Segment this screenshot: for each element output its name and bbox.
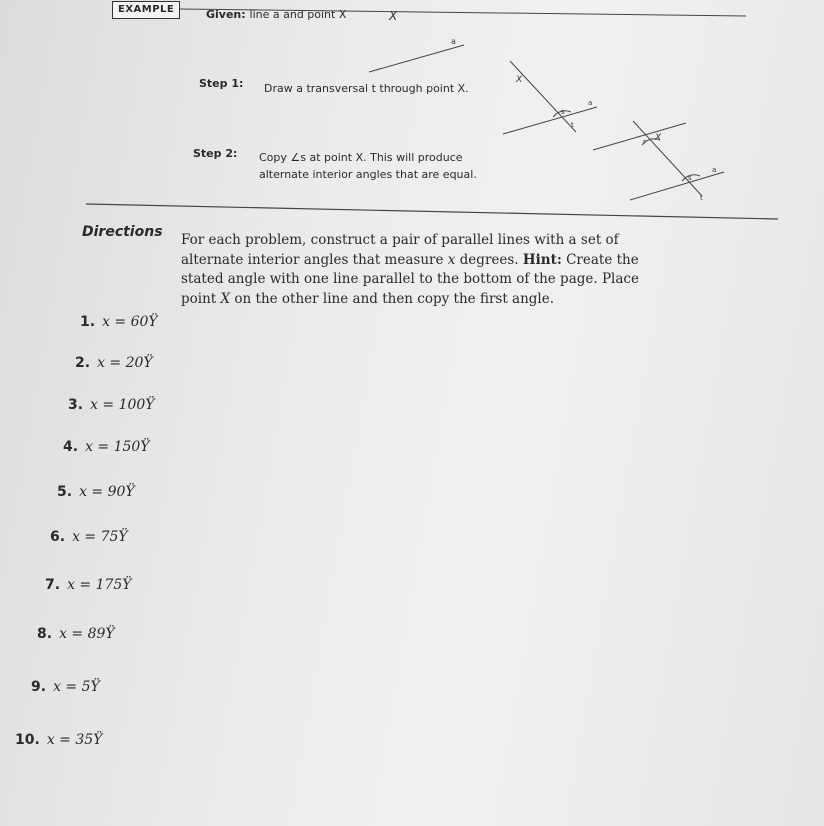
problem-number: 3. [68, 397, 84, 413]
fig2-transversal-label: t [700, 194, 703, 202]
directions-text-2: degrees. [455, 251, 523, 268]
step-2-label: Step 2: [193, 147, 238, 160]
problem-item [31, 679, 100, 695]
problem-item [75, 355, 153, 371]
problem-equation: x = 75Ÿ [72, 529, 128, 545]
fig1-line-a [503, 107, 597, 134]
step1-figure [503, 61, 597, 134]
given-line-a-label: a [451, 37, 456, 46]
problem-number: 1. [80, 314, 96, 330]
section-divider [86, 204, 778, 219]
directions-label: Directions [82, 224, 163, 240]
problem-item [80, 314, 158, 330]
problem-equation: x = 100Ÿ [90, 397, 155, 413]
given-point-x: X [389, 9, 398, 23]
step2-figure [593, 121, 724, 202]
problem-equation: x = 60Ÿ [102, 314, 158, 330]
fig2-point-x: X [655, 133, 662, 143]
fig1-angle-s: s [561, 108, 565, 116]
problem-number: 2. [75, 355, 91, 371]
directions-text-1: For each problem, construct a pair of parallel lines with a set of alternate interior angles that measure [181, 232, 619, 268]
header-rule [180, 9, 746, 16]
fig1-transversal-label: t [571, 121, 574, 129]
directions-point: X [220, 290, 231, 307]
problem-number: 5. [57, 484, 73, 500]
problem-item [50, 529, 128, 545]
problem-item [37, 626, 115, 642]
fig2-line-through-x [593, 123, 686, 150]
fig2-line-a [630, 172, 724, 200]
directions-text-3: Create the stated angle with one line parallel to the bottom of the page. Place point [181, 251, 639, 307]
directions-hint-label: Hint: [522, 251, 562, 268]
problem-number: 9. [31, 679, 47, 695]
directions-text [181, 231, 651, 309]
problem-number: 6. [50, 529, 66, 545]
problem-equation: x = 35Ÿ [46, 732, 103, 748]
problem-number: 10. [15, 732, 40, 748]
problem-number: 4. [63, 439, 79, 455]
given-line-a [369, 45, 464, 72]
problem-equation: x = 175Ÿ [67, 577, 132, 593]
step-1-label: Step 1: [199, 77, 244, 90]
problem-equation: x = 5Ÿ [53, 679, 100, 695]
problem-item [57, 484, 135, 500]
step-1-text: Draw a transversal t through point X. [264, 82, 469, 95]
fig2-angle-s: s [688, 174, 692, 182]
given-text: line a and point X [249, 8, 347, 21]
fig1-point-x: X [516, 75, 523, 85]
problem-equation: x = 89Ÿ [59, 626, 115, 642]
fig2-angle-r: r [643, 138, 646, 146]
fig1-transversal-t [510, 61, 576, 132]
directions-var: x [447, 251, 456, 268]
fig2-line-a-label: a [712, 166, 717, 174]
step-2-text-line1: Copy ∠s at point X. This will produce [259, 151, 463, 164]
directions-text-4: on the other line and then copy the first angle. [230, 290, 555, 307]
fig1-line-a-label: a [588, 99, 593, 107]
problem-equation: x = 20Ÿ [97, 355, 153, 371]
problem-item [63, 439, 150, 455]
problem-number: 8. [37, 626, 53, 642]
problem-item [15, 732, 102, 748]
problem-equation: x = 150Ÿ [85, 439, 150, 455]
problem-equation: x = 90Ÿ [79, 484, 135, 500]
fig2-transversal-t [633, 121, 702, 196]
problem-item [45, 577, 132, 593]
problem-item [68, 397, 155, 413]
problem-number: 7. [45, 577, 61, 593]
example-badge: EXAMPLE [112, 1, 180, 19]
step-2-text-line2: alternate interior angles that are equal. [259, 168, 477, 181]
given-label: Given: [206, 8, 246, 21]
